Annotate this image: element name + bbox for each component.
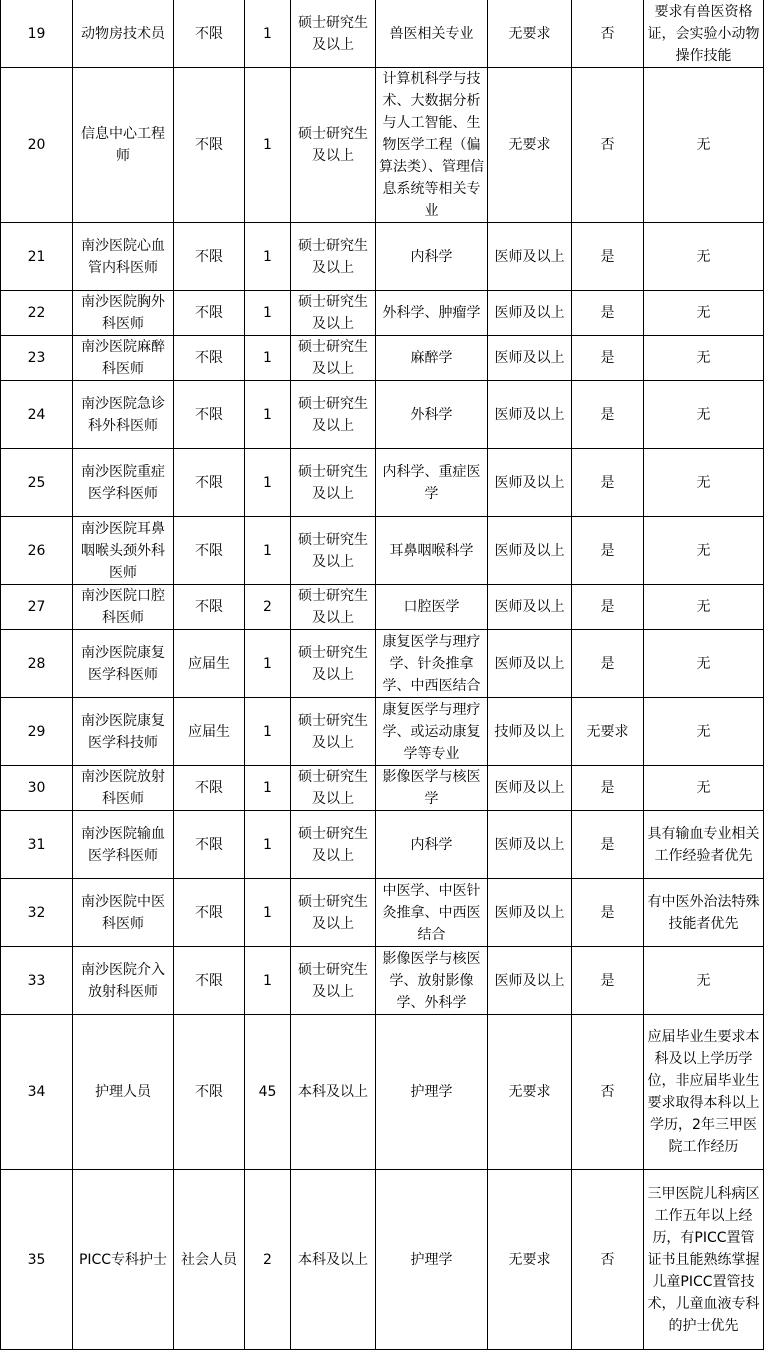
table-row (1, 381, 764, 449)
major-cell: 内科学 (376, 223, 488, 291)
professional-title-cell: 医师及以上 (488, 223, 572, 291)
other-requirements-cell: 应届毕业生要求本科及以上学历学位，非应届毕业生要求取得本科以上学历，2年三甲医院工作经历 (644, 1015, 764, 1170)
count-cell: 1 (245, 381, 291, 449)
count-cell: 1 (245, 766, 291, 811)
table-row (1, 68, 764, 223)
position-cell: PICC专科护士 (73, 1170, 174, 1350)
target-cell: 不限 (174, 1015, 245, 1170)
row-number-cell: 23 (1, 336, 73, 381)
major-cell: 麻醉学 (376, 336, 488, 381)
count-cell: 1 (245, 449, 291, 517)
education-cell: 本科及以上 (291, 1015, 376, 1170)
table-row (1, 517, 764, 585)
table-row (1, 811, 764, 879)
license-cell: 是 (572, 291, 644, 336)
major-cell: 内科学 (376, 811, 488, 879)
other-requirements-cell: 无 (644, 698, 764, 766)
row-number-cell: 25 (1, 449, 73, 517)
target-cell: 不限 (174, 381, 245, 449)
education-cell: 硕士研究生及以上 (291, 585, 376, 630)
license-cell: 是 (572, 947, 644, 1015)
major-cell: 中医学、中医针灸推拿、中西医结合 (376, 879, 488, 947)
table-row (1, 449, 764, 517)
license-cell: 否 (572, 1170, 644, 1350)
target-cell: 不限 (174, 766, 245, 811)
major-cell: 外科学、肿瘤学 (376, 291, 488, 336)
row-number-cell: 22 (1, 291, 73, 336)
education-cell: 硕士研究生及以上 (291, 879, 376, 947)
other-requirements-cell: 无 (644, 291, 764, 336)
major-cell: 康复医学与理疗学、或运动康复学等专业 (376, 698, 488, 766)
license-cell: 是 (572, 449, 644, 517)
professional-title-cell: 医师及以上 (488, 449, 572, 517)
position-cell: 南沙医院心血管内科医师 (73, 223, 174, 291)
row-number-cell: 27 (1, 585, 73, 630)
position-cell: 南沙医院胸外科医师 (73, 291, 174, 336)
license-cell: 是 (572, 879, 644, 947)
professional-title-cell: 技师及以上 (488, 698, 572, 766)
table-row (1, 879, 764, 947)
major-cell: 外科学 (376, 381, 488, 449)
target-cell: 不限 (174, 811, 245, 879)
count-cell: 1 (245, 336, 291, 381)
position-cell: 南沙医院重症医学科医师 (73, 449, 174, 517)
row-number-cell: 26 (1, 517, 73, 585)
count-cell: 2 (245, 1170, 291, 1350)
table-row (1, 1015, 764, 1170)
row-number-cell: 35 (1, 1170, 73, 1350)
table-row (1, 0, 764, 68)
row-number-cell: 19 (1, 0, 73, 68)
major-cell: 影像医学与核医学 (376, 766, 488, 811)
major-cell: 计算机科学与技术、大数据分析与人工智能、生物医学工程（偏算法类）、管理信息系统等相关专业 (376, 68, 488, 223)
position-cell: 南沙医院康复医学科医师 (73, 630, 174, 698)
license-cell: 是 (572, 517, 644, 585)
target-cell: 不限 (174, 947, 245, 1015)
table-body (1, 0, 764, 1350)
other-requirements-cell: 无 (644, 947, 764, 1015)
education-cell: 硕士研究生及以上 (291, 381, 376, 449)
row-number-cell: 34 (1, 1015, 73, 1170)
education-cell: 硕士研究生及以上 (291, 766, 376, 811)
target-cell: 不限 (174, 0, 245, 68)
count-cell: 1 (245, 517, 291, 585)
professional-title-cell: 无要求 (488, 0, 572, 68)
education-cell: 硕士研究生及以上 (291, 630, 376, 698)
count-cell: 1 (245, 291, 291, 336)
education-cell: 本科及以上 (291, 1170, 376, 1350)
other-requirements-cell: 要求有兽医资格证，会实验小动物操作技能 (644, 0, 764, 68)
education-cell: 硕士研究生及以上 (291, 947, 376, 1015)
table-row (1, 585, 764, 630)
count-cell: 1 (245, 223, 291, 291)
education-cell: 硕士研究生及以上 (291, 291, 376, 336)
professional-title-cell: 医师及以上 (488, 630, 572, 698)
table-row (1, 766, 764, 811)
license-cell: 否 (572, 0, 644, 68)
table-row (1, 698, 764, 766)
position-cell: 动物房技术员 (73, 0, 174, 68)
count-cell: 1 (245, 698, 291, 766)
target-cell: 不限 (174, 336, 245, 381)
position-cell: 南沙医院介入放射科医师 (73, 947, 174, 1015)
other-requirements-cell: 无 (644, 381, 764, 449)
education-cell: 硕士研究生及以上 (291, 698, 376, 766)
education-cell: 硕士研究生及以上 (291, 811, 376, 879)
license-cell: 是 (572, 811, 644, 879)
row-number-cell: 30 (1, 766, 73, 811)
table-row (1, 630, 764, 698)
license-cell: 是 (572, 630, 644, 698)
major-cell: 影像医学与核医学、放射影像学、外科学 (376, 947, 488, 1015)
target-cell: 不限 (174, 291, 245, 336)
row-number-cell: 29 (1, 698, 73, 766)
education-cell: 硕士研究生及以上 (291, 223, 376, 291)
other-requirements-cell: 无 (644, 449, 764, 517)
license-cell: 是 (572, 766, 644, 811)
license-cell: 否 (572, 1015, 644, 1170)
position-cell: 南沙医院康复医学科技师 (73, 698, 174, 766)
row-number-cell: 24 (1, 381, 73, 449)
row-number-cell: 28 (1, 630, 73, 698)
professional-title-cell: 医师及以上 (488, 291, 572, 336)
target-cell: 不限 (174, 223, 245, 291)
professional-title-cell: 无要求 (488, 1015, 572, 1170)
target-cell: 社会人员 (174, 1170, 245, 1350)
position-cell: 南沙医院急诊科外科医师 (73, 381, 174, 449)
professional-title-cell: 医师及以上 (488, 766, 572, 811)
count-cell: 1 (245, 0, 291, 68)
other-requirements-cell: 三甲医院儿科病区工作五年以上经历，有PICC置管证书且能熟练掌握儿童PICC置管技术，儿童血液专科的护士优先 (644, 1170, 764, 1350)
other-requirements-cell: 无 (644, 68, 764, 223)
table-row (1, 223, 764, 291)
table-row (1, 947, 764, 1015)
license-cell: 是 (572, 223, 644, 291)
position-cell: 南沙医院麻醉科医师 (73, 336, 174, 381)
position-cell: 南沙医院输血医学科医师 (73, 811, 174, 879)
professional-title-cell: 医师及以上 (488, 811, 572, 879)
other-requirements-cell: 无 (644, 585, 764, 630)
major-cell: 内科学、重症医学 (376, 449, 488, 517)
professional-title-cell: 医师及以上 (488, 381, 572, 449)
license-cell: 是 (572, 585, 644, 630)
table-row (1, 336, 764, 381)
row-number-cell: 31 (1, 811, 73, 879)
position-cell: 南沙医院口腔科医师 (73, 585, 174, 630)
count-cell: 1 (245, 630, 291, 698)
other-requirements-cell: 具有输血专业相关工作经验者优先 (644, 811, 764, 879)
education-cell: 硕士研究生及以上 (291, 449, 376, 517)
major-cell: 护理学 (376, 1015, 488, 1170)
license-cell: 是 (572, 381, 644, 449)
professional-title-cell: 无要求 (488, 1170, 572, 1350)
other-requirements-cell: 无 (644, 766, 764, 811)
other-requirements-cell: 无 (644, 336, 764, 381)
count-cell: 1 (245, 68, 291, 223)
target-cell: 不限 (174, 517, 245, 585)
other-requirements-cell: 有中医外治法特殊技能者优先 (644, 879, 764, 947)
education-cell: 硕士研究生及以上 (291, 68, 376, 223)
major-cell: 兽医相关专业 (376, 0, 488, 68)
target-cell: 不限 (174, 68, 245, 223)
row-number-cell: 21 (1, 223, 73, 291)
table-row (1, 291, 764, 336)
major-cell: 护理学 (376, 1170, 488, 1350)
other-requirements-cell: 无 (644, 630, 764, 698)
education-cell: 硕士研究生及以上 (291, 336, 376, 381)
count-cell: 1 (245, 879, 291, 947)
other-requirements-cell: 无 (644, 223, 764, 291)
position-cell: 护理人员 (73, 1015, 174, 1170)
major-cell: 康复医学与理疗学、针灸推拿学、中西医结合 (376, 630, 488, 698)
position-cell: 南沙医院中医科医师 (73, 879, 174, 947)
row-number-cell: 20 (1, 68, 73, 223)
row-number-cell: 32 (1, 879, 73, 947)
other-requirements-cell: 无 (644, 517, 764, 585)
target-cell: 应届生 (174, 698, 245, 766)
target-cell: 不限 (174, 449, 245, 517)
major-cell: 口腔医学 (376, 585, 488, 630)
professional-title-cell: 医师及以上 (488, 585, 572, 630)
count-cell: 2 (245, 585, 291, 630)
target-cell: 应届生 (174, 630, 245, 698)
count-cell: 1 (245, 947, 291, 1015)
license-cell: 否 (572, 68, 644, 223)
count-cell: 45 (245, 1015, 291, 1170)
table-row (1, 1170, 764, 1350)
position-cell: 信息中心工程师 (73, 68, 174, 223)
major-cell: 耳鼻咽喉科学 (376, 517, 488, 585)
position-cell: 南沙医院放射科医师 (73, 766, 174, 811)
license-cell: 无要求 (572, 698, 644, 766)
professional-title-cell: 医师及以上 (488, 879, 572, 947)
professional-title-cell: 医师及以上 (488, 336, 572, 381)
target-cell: 不限 (174, 585, 245, 630)
license-cell: 是 (572, 336, 644, 381)
education-cell: 硕士研究生及以上 (291, 0, 376, 68)
education-cell: 硕士研究生及以上 (291, 517, 376, 585)
professional-title-cell: 无要求 (488, 68, 572, 223)
position-cell: 南沙医院耳鼻咽喉头颈外科医师 (73, 517, 174, 585)
professional-title-cell: 医师及以上 (488, 517, 572, 585)
row-number-cell: 33 (1, 947, 73, 1015)
target-cell: 不限 (174, 879, 245, 947)
count-cell: 1 (245, 811, 291, 879)
professional-title-cell: 医师及以上 (488, 947, 572, 1015)
